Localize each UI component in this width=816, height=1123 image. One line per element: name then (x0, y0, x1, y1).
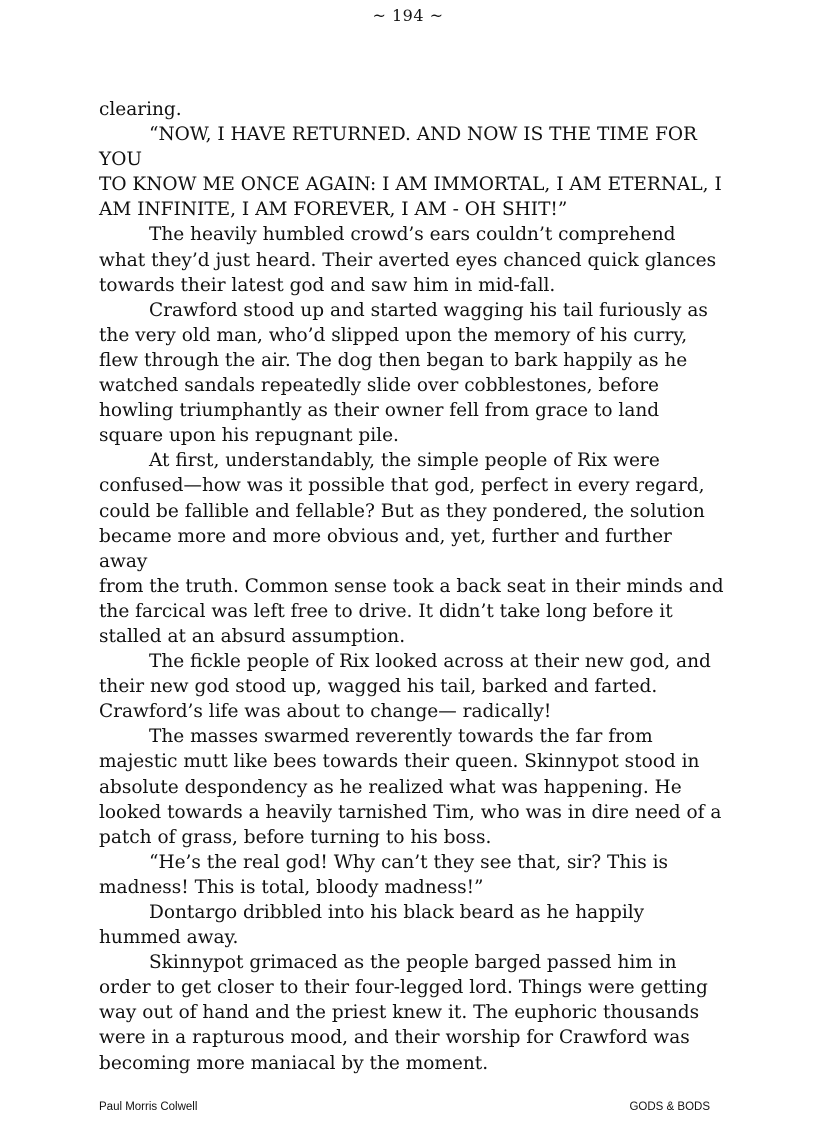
footer-book-title: GODS & BODS (629, 1101, 710, 1113)
page-number: ~ 194 ~ (372, 6, 444, 25)
paragraph: The masses swarmed reverently towards the far from majestic mutt like bees towards their queen. Skinnypot stood in absolute despondency as he realized what was happening. He looked towards a heavily tarnished Tim, who was in dire need of a patch of grass, before turning to his boss. (99, 726, 722, 848)
paragraph: “He’s the real god! Why can’t they see that, sir? This is madness! This is total, bloody madness!” (99, 851, 668, 898)
footer-author: Paul Morris Colwell (99, 1101, 198, 1113)
paragraph: clearing. (99, 99, 182, 120)
paragraph: Skinnypot grimaced as the people barged passed him in order to get closer to their four-legged lord. Things were getting way out of hand and the priest knew it. The euphoric thousands were in a rapturous mood, and their worship for Crawford was becoming more maniacal by the moment. (99, 952, 708, 1074)
paragraph: Dontargo dribbled into his black beard as he happily hummed away. (99, 902, 645, 949)
paragraph: At first, understandably, the simple people of Rix were confused—how was it possible that god, perfect in every regard, could be fallible and fellable? But as they pondered, the solution became more and more obvious and, yet, further and further away from the truth. Common sense took a back seat in their minds and the farcical was left free to drive. It didn’t take long before it stalled at an absurd assumption. (99, 450, 724, 647)
paragraph: Crawford stood up and started wagging his tail furiously as the very old man, who’d slipped upon the memory of his curry, flew through the air. The dog then began to bark happily as he watched sandals repeatedly slide over cobblestones, before howling triumphantly as their owner fell from grace to land square upon his repugnant pile. (99, 299, 708, 447)
body-text (99, 97, 724, 1076)
paragraph: The fickle people of Rix looked across at their new god, and their new god stood up, wagged his tail, barked and farted. Crawford’s life was about to change— radically! (99, 651, 711, 723)
paragraph: The heavily humbled crowd’s ears couldn’t comprehend what they’d just heard. Their averted eyes chanced quick glances towards their latest god and saw him in mid-fall. (99, 224, 717, 296)
paragraph: “NOW, I HAVE RETURNED. AND NOW IS THE TIME FOR YOU TO KNOW ME ONCE AGAIN: I AM IMMORTAL, I AM ETERNAL, I AM INFINITE, I AM FOREVER, I AM - OH SHIT!” (99, 124, 722, 221)
